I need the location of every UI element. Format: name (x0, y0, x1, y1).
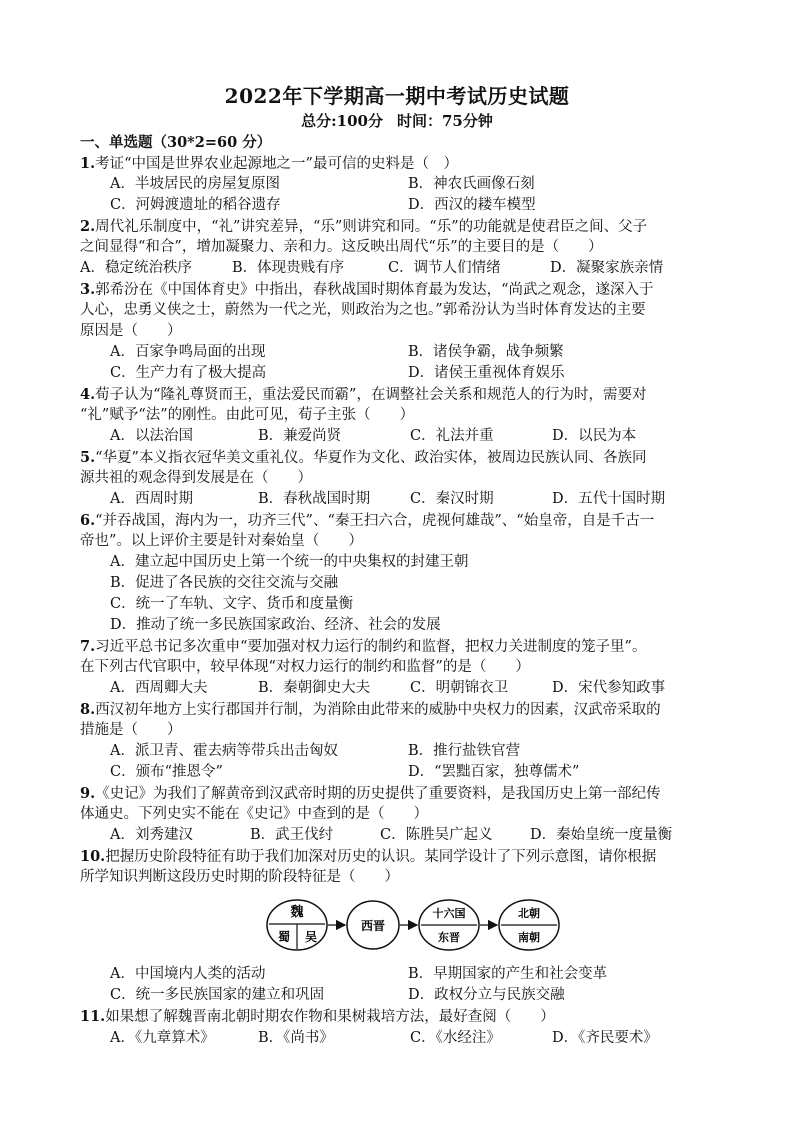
question-5 (80, 447, 720, 469)
question-stem-line: 所学知识判断这段历史时期的阶段特征是（ ） (80, 869, 399, 885)
q1-option-a: A．半坡居民的房屋复原图 (110, 176, 280, 192)
q5-option-b: B．春秋战国时期 (258, 491, 371, 507)
question-stem-line: 帝也”。以上评价主要是针对秦始皇（ ） (80, 533, 363, 549)
question-7 (80, 636, 720, 658)
question-stem-line: 体通史。下列史实不能在《史记》中查到的是（ ） (80, 806, 428, 822)
q10-option-a: A．中国境内人类的活动 (110, 966, 266, 982)
question-number: 9. (80, 785, 96, 802)
q1-option-b: B．神农氏画像石刻 (408, 176, 535, 192)
question-number: 3. (80, 281, 96, 298)
page-title: 2022年下学期高一期中考试历史试题 (224, 84, 570, 108)
question-stem-line: “并吞战国，海内为一，功齐三代”、“秦王扫六合，虎视何雄哉”、“始皇帝，自是千古一 (95, 513, 655, 529)
q8-option-b: B．推行盐铁官营 (408, 743, 521, 759)
question-2 (80, 216, 720, 238)
q8-option-a: A．派卫青、霍去病等带兵出击匈奴 (110, 743, 338, 759)
question-number: 2. (80, 218, 96, 235)
question-number: 11. (80, 1008, 106, 1025)
label-wei: 魏 (290, 905, 304, 920)
question-stem-line: 原因是（ ） (80, 323, 182, 339)
q4-option-c: C．礼法并重 (410, 428, 494, 444)
q3-option-b: B．诸侯争霸，战争频繁 (408, 344, 564, 360)
question-stem-line: 习近平总书记多次重申“要加强对权力运行的制约和监督，把权力关进制度的笼子里”。 (95, 639, 647, 655)
question-stem-line: “礼”赋予“法”的刚性。由此可见，荀子主张（ ） (80, 407, 415, 423)
q6-option-c: C．统一了车轨、文字、货币和度量衡 (110, 596, 354, 612)
q6-option-d: D．推动了统一多民族国家政治、经济、社会的发展 (110, 617, 441, 633)
question-stem-line: 措施是（ ） (80, 722, 182, 738)
question-10 (80, 846, 720, 868)
question-8 (80, 699, 720, 721)
question-stem-line: 郭希汾在《中国体育史》中指出，春秋战国时期体育最为发达，“尚武之观念，遂深入于 (95, 282, 654, 298)
question-number: 7. (80, 638, 96, 655)
q1-option-d: D．西汉的耧车模型 (408, 197, 536, 213)
question-number: 6. (80, 512, 96, 529)
label-shiliuguo: 十六国 (432, 907, 466, 920)
section-heading: 一、单选题（30*2=60 分） (80, 134, 272, 151)
question-number: 5. (80, 449, 96, 466)
q11-option-d: D．《齐民要术》 (552, 1030, 658, 1046)
question-stem-line: 人心，忠勇义侠之士，蔚然为一代之光，则政治为之也。”郭希汾认为当时体育发达的主要 (80, 302, 646, 318)
question-stem-line: 《史记》为我们了解黄帝到汉武帝时期的历史提供了重要资料，是我国历史上第一部纪传 (95, 786, 661, 802)
q4-option-b: B．兼爱尚贤 (258, 428, 342, 444)
total-score: 总分:100分 (301, 112, 383, 130)
q11-option-a: A．《九章算术》 (110, 1030, 215, 1046)
label-beichao: 北朝 (518, 907, 540, 920)
q2-option-b: B．体现贵贱有序 (232, 260, 345, 276)
q9-option-d: D．秦始皇统一度量衡 (530, 827, 673, 843)
q10-option-d: D．政权分立与民族交融 (408, 987, 565, 1003)
question-stem-line: 之间显得“和合”，增加凝聚力、亲和力。这反映出周代“乐”的主要目的是（ ） (80, 239, 603, 255)
label-dongjin: 东晋 (438, 931, 460, 944)
q9-option-b: B．武王伐纣 (250, 827, 334, 843)
label-xijin: 西晋 (360, 919, 386, 933)
label-nanchao: 南朝 (518, 931, 540, 944)
q1-option-c: C．河姆渡遗址的稻谷遗存 (110, 197, 281, 213)
q10-option-c: C．统一多民族国家的建立和巩固 (110, 987, 325, 1003)
q8-option-d: D．“罢黜百家，独尊儒术” (408, 764, 580, 780)
label-shu: 蜀 (277, 930, 291, 944)
q7-option-a: A．西周卿大夫 (110, 680, 208, 696)
question-number: 8. (80, 701, 96, 718)
question-6 (80, 510, 720, 532)
q5-option-d: D．五代十国时期 (552, 491, 666, 507)
question-number: 4. (80, 386, 96, 403)
question-stem-line: 西汉初年地方上实行郡国并行制，为消除由此带来的威胁中央权力的因素，汉武帝采取的 (95, 702, 661, 718)
q2-option-a: A．稳定统治秩序 (80, 260, 192, 276)
q7-option-b: B．秦朝御史大夫 (258, 680, 371, 696)
q7-option-d: D．宋代参知政事 (552, 680, 666, 696)
q3-option-c: C．生产力有了极大提高 (110, 365, 267, 381)
question-stem-line: 源共祖的观念得到发展是在（ ） (80, 470, 312, 486)
q5-option-a: A．西周时期 (110, 491, 193, 507)
q2-option-c: C．调节人们情绪 (388, 260, 501, 276)
question-stem-line: 如果想了解魏晋南北朝时期农作物和果树栽培方法，最好查阅（ ） (105, 1009, 555, 1025)
q2-option-d: D．凝聚家族亲情 (550, 260, 664, 276)
question-stem-line: “华夏”本义指衣冠华美文重礼仪。华夏作为文化、政治实体，被周边民族认同、各族同 (95, 450, 647, 466)
label-wu: 吴 (304, 930, 318, 944)
q7-option-c: C．明朝锦衣卫 (410, 680, 509, 696)
q11-option-c: C．《水经注》 (410, 1030, 501, 1046)
question-1 (80, 153, 720, 175)
question-stem: 考证“中国是世界农业起源地之一”最可信的史料是（ ） (95, 156, 458, 172)
q10-option-b: B．早期国家的产生和社会变革 (408, 966, 608, 982)
q3-option-a: A．百家争鸣局面的出现 (110, 344, 266, 360)
question-number: 1. (80, 155, 96, 172)
question-stem-line: 在下列古代官职中，较早体现“对权力运行的制约和监督”的是（ ） (80, 659, 530, 675)
q6-option-a: A．建立起中国历史上第一个统一的中央集权的封建王朝 (110, 554, 469, 570)
question-9 (80, 783, 720, 805)
question-3 (80, 279, 720, 301)
period-diagram (265, 895, 565, 955)
q3-option-d: D．诸侯王重视体育娱乐 (408, 365, 565, 381)
q9-option-a: A．刘秀建汉 (110, 827, 193, 843)
q11-option-b: B．《尚书》 (258, 1030, 334, 1046)
exam-info (0, 110, 794, 131)
question-11 (80, 1006, 720, 1028)
q9-option-c: C．陈胜吴广起义 (380, 827, 493, 843)
question-4 (80, 384, 720, 406)
exam-time: 时间：75分钟 (396, 112, 493, 130)
question-stem-line: 周代礼乐制度中，“礼”讲究差异，“乐”则讲究和同。“乐”的功能就是使君臣之间、父子 (95, 219, 648, 235)
q8-option-c: C．颁布“推恩令” (110, 764, 223, 780)
q4-option-a: A．以法治国 (110, 428, 193, 444)
q4-option-d: D．以民为本 (552, 428, 637, 444)
q5-option-c: C．秦汉时期 (410, 491, 494, 507)
question-number: 10. (80, 848, 106, 865)
q6-option-b: B．促进了各民族的交往交流与交融 (110, 575, 339, 591)
question-stem-line: 把握历史阶段特征有助于我们加深对历史的认识。某同学设计了下列示意图，请你根据 (105, 849, 657, 865)
question-stem-line: 荀子认为“隆礼尊贤而王，重法爱民而霸”，在调整社会关系和规范人的行为时，需要对 (95, 387, 647, 403)
